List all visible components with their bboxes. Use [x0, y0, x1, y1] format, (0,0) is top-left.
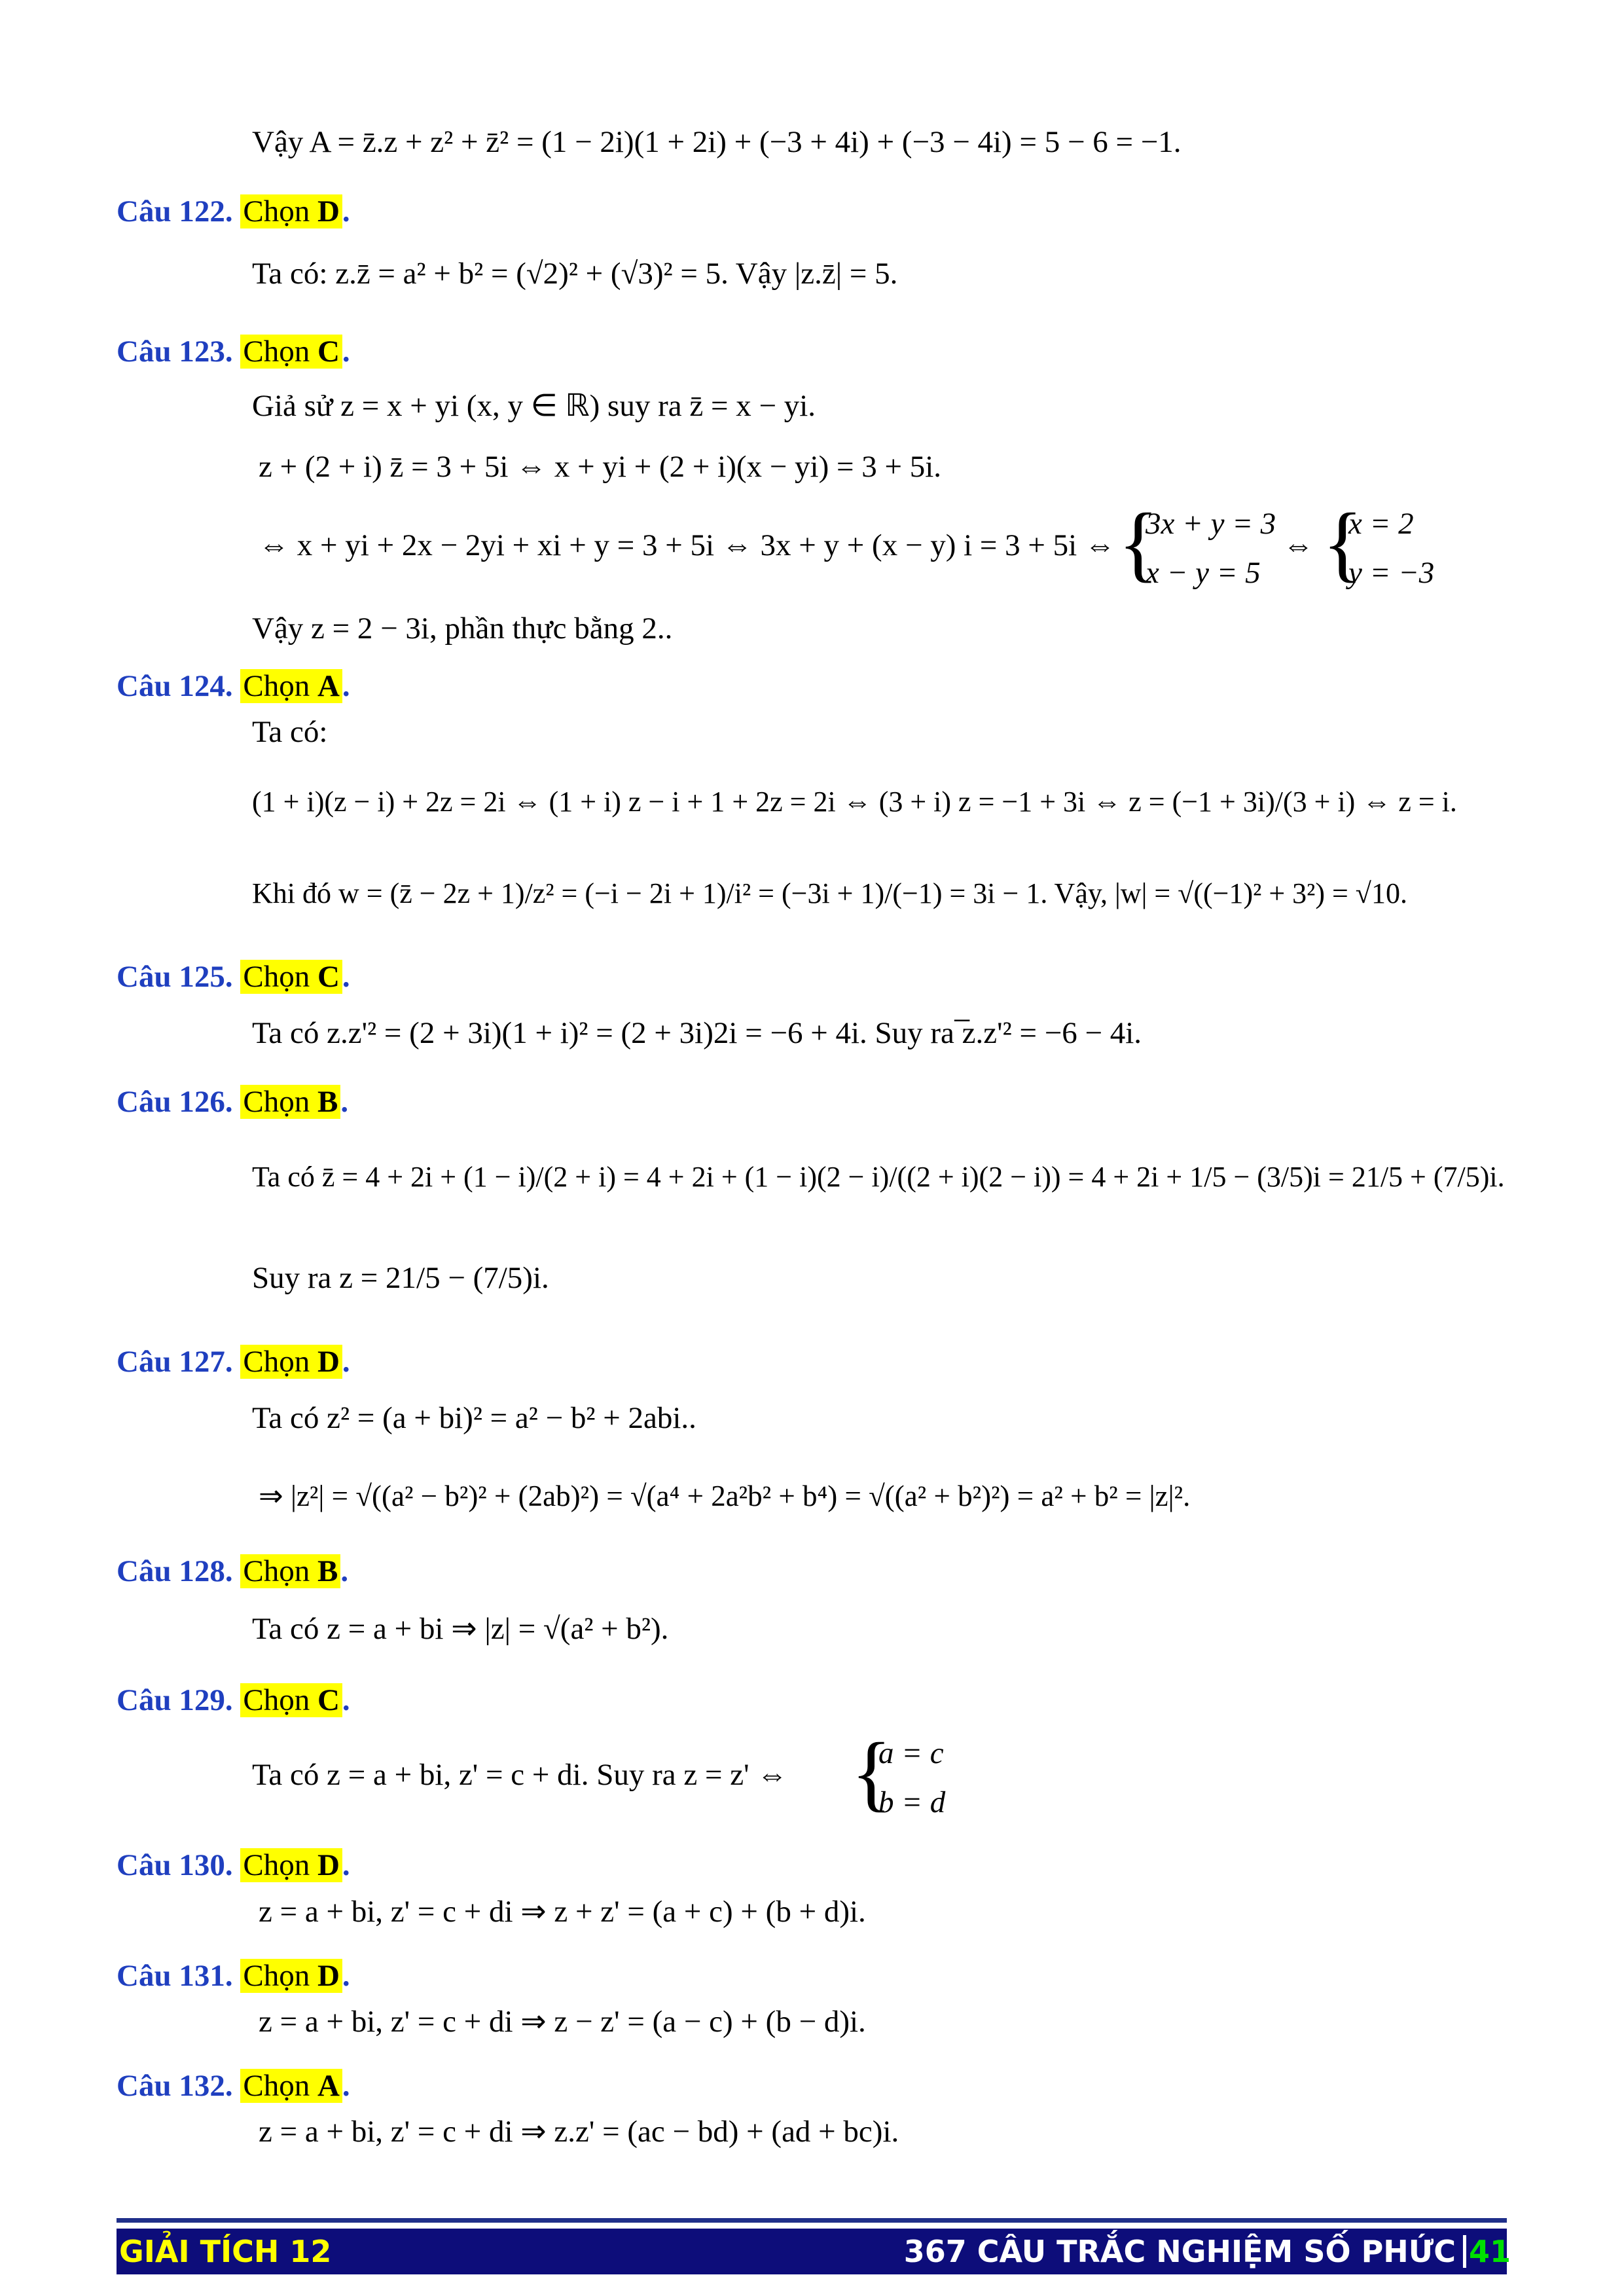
answer-letter: D — [317, 1345, 340, 1379]
answer-highlight — [240, 1848, 342, 1882]
system-eq-1: a = c — [878, 1736, 944, 1770]
answer-highlight — [240, 960, 342, 994]
answer-letter: D — [317, 194, 340, 228]
answer-highlight — [240, 2069, 342, 2103]
answer-prefix: Chọn — [243, 1554, 310, 1588]
question-heading: Câu 132. Chọn A. — [117, 2069, 350, 2103]
answer-prefix: Chọn — [243, 669, 310, 703]
solution-line: (1 + i)(z − i) + 2z = 2i ⇔ (1 + i) z − i + 1 + 2z = 2i ⇔ (3 + i) z = −1 + 3i ⇔ z = (−1 + 3i)/(3 + i) ⇔ z = i. — [252, 786, 1457, 818]
solution-line: Ta có z̄ = 4 + 2i + (1 − i)/(2 + i) = 4 + 2i + (1 − i)(2 − i)/((2 + i)(2 − i)) = 4 + 2i + 1/5 − (3/5)i = 21/5 + (7/5)i. — [252, 1161, 1505, 1193]
solution-line: z = a + bi, z' = c + di ⇒ z + z' = (a + c) + (b + d)i. — [259, 1895, 866, 1929]
system-eq-4: y = −3 — [1348, 556, 1435, 590]
question-heading: Câu 128. Chọn B. — [117, 1554, 349, 1588]
footer-rule — [117, 2218, 1507, 2223]
question-label: Câu 132. — [117, 2069, 233, 2103]
question-label: Câu 130. — [117, 1848, 233, 1882]
answer-prefix: Chọn — [243, 1345, 310, 1379]
answer-letter: C — [317, 335, 340, 369]
solution-line: ⇒ |z²| = √((a² − b²)² + (2ab)²) = √(a⁴ + 2a²b² + b⁴) = √((a² + b²)²) = a² + b² = |z|². — [259, 1480, 1191, 1512]
answer-highlight — [240, 194, 342, 228]
footer-separator — [1463, 2235, 1466, 2268]
question-label: Câu 123. — [117, 335, 233, 369]
answer-highlight — [240, 1345, 342, 1379]
solution-line: Ta có z² = (a + bi)² = a² − b² + 2abi.. — [252, 1401, 696, 1435]
answer-letter: C — [317, 960, 340, 994]
solution-line: z = a + bi, z' = c + di ⇒ z − z' = (a − c) + (b − d)i. — [259, 2005, 866, 2039]
footer-book-title: 367 CÂU TRẮC NGHIỆM SỐ PHỨC — [903, 2234, 1456, 2269]
page-footer — [117, 2229, 1511, 2274]
solution-line: Ta có z = a + bi, z' = c + di. Suy ra z = z' ⇔ — [252, 1758, 788, 1792]
question-heading: Câu 129. Chọn C. — [117, 1683, 350, 1717]
solution-line: Giả sử z = x + yi (x, y ∈ ℝ) suy ra z̄ = x − yi. — [252, 389, 816, 423]
question-label: Câu 124. — [117, 669, 233, 703]
answer-prefix: Chọn — [243, 194, 310, 228]
solution-line: Vậy A = z̄.z + z² + z̄² = (1 − 2i)(1 + 2i) + (−3 + 4i) + (−3 − 4i) = 5 − 6 = −1. — [252, 125, 1182, 159]
question-label: Câu 131. — [117, 1959, 233, 1993]
answer-prefix: Chọn — [243, 1959, 310, 1993]
answer-letter: B — [317, 1085, 338, 1119]
system-brace: { — [1118, 496, 1159, 591]
question-label: Câu 128. — [117, 1554, 233, 1588]
answer-letter: D — [317, 1848, 340, 1882]
answer-prefix: Chọn — [243, 1683, 310, 1717]
system-eq-1: 3x + y = 3 — [1146, 507, 1276, 541]
answer-letter: C — [317, 1683, 340, 1717]
question-heading: Câu 122. Chọn D. — [117, 194, 350, 228]
answer-letter: A — [317, 669, 340, 703]
solution-line: z + (2 + i) z̄ = 3 + 5i ⇔ x + yi + (2 + i)(x − yi) = 3 + 5i. — [259, 450, 942, 484]
page-number: 41 — [1469, 2234, 1511, 2269]
answer-highlight — [240, 1683, 342, 1717]
question-heading: Câu 131. Chọn D. — [117, 1959, 350, 1993]
equivalence-symbol: ⇔ — [1283, 528, 1314, 562]
system-eq-2: x − y = 5 — [1146, 556, 1261, 590]
solution-line: Suy ra z = 21/5 − (7/5)i. — [252, 1261, 549, 1295]
question-heading: Câu 123. Chọn C. — [117, 335, 350, 369]
question-heading: Câu 124. Chọn A. — [117, 669, 350, 703]
solution-line: Ta có: — [252, 715, 328, 749]
answer-prefix: Chọn — [243, 335, 310, 369]
system-brace: { — [1322, 496, 1363, 591]
system-brace: { — [851, 1726, 892, 1820]
answer-highlight — [240, 1554, 340, 1588]
answer-highlight — [240, 1959, 342, 1993]
footer-subject: GIẢI TÍCH 12 — [119, 2234, 332, 2269]
question-heading: Câu 126. Chọn B. — [117, 1085, 349, 1119]
question-label: Câu 126. — [117, 1085, 233, 1119]
question-heading: Câu 127. Chọn D. — [117, 1345, 350, 1379]
question-heading: Câu 125. Chọn C. — [117, 960, 350, 994]
answer-highlight — [240, 335, 342, 369]
answer-prefix: Chọn — [243, 1085, 310, 1119]
answer-prefix: Chọn — [243, 960, 310, 994]
solution-line: z = a + bi, z' = c + di ⇒ z.z' = (ac − bd) + (ad + bc)i. — [259, 2115, 899, 2149]
system-eq-2: b = d — [878, 1785, 946, 1819]
solution-line: Khi đó w = (z̄ − 2z + 1)/z² = (−i − 2i + 1)/i² = (−3i + 1)/(−1) = 3i − 1. Vậy, |w| = √((−1)² + 3²) = √10. — [252, 877, 1407, 909]
solution-line: Vậy z = 2 − 3i, phần thực bằng 2.. — [252, 611, 673, 646]
solution-line: ⇔ x + yi + 2x − 2yi + xi + y = 3 + 5i ⇔ 3x + y + (x − y) i = 3 + 5i ⇔ — [259, 528, 1115, 562]
question-label: Câu 125. — [117, 960, 233, 994]
answer-prefix: Chọn — [243, 2069, 310, 2103]
answer-highlight — [240, 669, 342, 703]
question-label: Câu 129. — [117, 1683, 233, 1717]
answer-letter: D — [317, 1959, 340, 1993]
solution-line: Ta có z = a + bi ⇒ |z| = √(a² + b²). — [252, 1612, 669, 1646]
answer-highlight — [240, 1085, 340, 1119]
question-label: Câu 127. — [117, 1345, 233, 1379]
question-label: Câu 122. — [117, 194, 233, 228]
answer-letter: B — [317, 1554, 338, 1588]
solution-line: Ta có z.z'² = (2 + 3i)(1 + i)² = (2 + 3i)2i = −6 + 4i. Suy ra ̅z.z'² = −6 − 4i. — [252, 1016, 1142, 1050]
system-eq-3: x = 2 — [1348, 507, 1414, 541]
answer-prefix: Chọn — [243, 1848, 310, 1882]
answer-letter: A — [317, 2069, 340, 2103]
question-heading: Câu 130. Chọn D. — [117, 1848, 350, 1882]
solution-line: Ta có: z.z̄ = a² + b² = (√2)² + (√3)² = 5. Vậy |z.z̄| = 5. — [252, 257, 898, 291]
